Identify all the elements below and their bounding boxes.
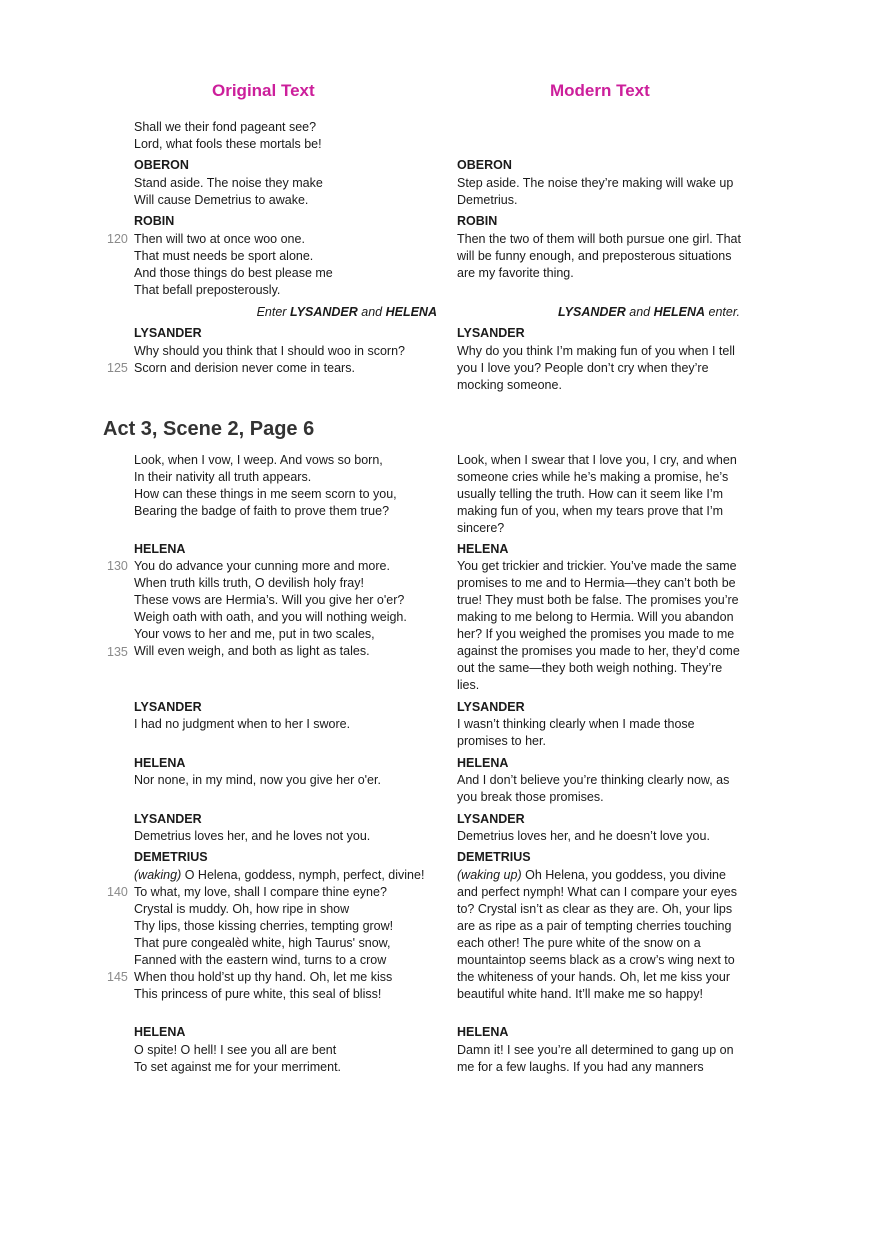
orig-speech	[134, 231, 333, 299]
speaker-label: OBERON	[134, 158, 189, 172]
orig-line: Demetrius loves her, and he loves not you.	[134, 829, 371, 843]
line-number: 125	[107, 361, 128, 375]
orig-line: When truth kills truth, O devilish holy fray!	[134, 576, 364, 590]
stage-character: HELENA	[653, 305, 706, 319]
orig-line: Lord, what fools these mortals be!	[134, 137, 322, 151]
orig-line: Shall we their fond pageant see?	[134, 120, 317, 134]
orig-line: Stand aside. The noise they make	[134, 176, 323, 190]
orig-line: These vows are Hermia’s. Will you give her o'er?	[134, 593, 405, 607]
orig-line: That pure congealèd white, high Taurus' snow,	[134, 936, 391, 950]
stage-direction-modern	[558, 304, 740, 321]
orig-line: Your vows to her and me, put in two scales,	[134, 627, 375, 641]
speaker-label: HELENA	[134, 756, 186, 770]
orig-line: Why should you think that I should woo in scorn?	[134, 344, 405, 358]
modern-speech: Then the two of them will both pursue one girl. That will be funny enough, and preposterous situations are my favorite thing.	[457, 232, 741, 280]
modern-speech: And I don’t believe you’re thinking clearly now, as you break those promises.	[457, 773, 730, 804]
speaker-label: ROBIN	[457, 214, 498, 228]
stage-direction-original	[257, 304, 437, 321]
line-number: 120	[107, 232, 128, 246]
speaker-label: LYSANDER	[134, 812, 202, 826]
orig-line: Look, when I vow, I weep. And vows so born,	[134, 453, 383, 467]
speaker-label: ROBIN	[134, 214, 175, 228]
modern-text-heading: Modern Text	[550, 81, 650, 100]
speaker-label: DEMETRIUS	[457, 850, 531, 864]
orig-line: When thou hold’st up thy hand. Oh, let me kiss	[134, 970, 393, 984]
orig-line: Crystal is muddy. Oh, how ripe in show	[134, 902, 350, 916]
orig-speech	[134, 452, 397, 520]
orig-line: To set against me for your merriment.	[134, 1060, 342, 1074]
modern-speech	[457, 867, 742, 1003]
speaker-label: HELENA	[457, 756, 509, 770]
line-number: 135	[107, 645, 128, 659]
stage-direction-inline: (waking up)	[457, 868, 522, 882]
orig-line: Thy lips, those kissing cherries, tempting grow!	[134, 919, 394, 933]
orig-line: Will cause Demetrius to awake.	[134, 193, 309, 207]
orig-intro-lines	[134, 119, 322, 153]
speaker-label: HELENA	[134, 542, 186, 556]
line-number: 130	[107, 559, 128, 573]
modern-speech: You get trickier and trickier. You’ve made the same promises to me and to Hermia—they can’t both be true! They must both be false. The promises you’re making to me belong to Hermia. Will you abandon her? If you weighed the promises you made to me against the promises you made to her, they’d come out the same—they both weigh nothing. They’re lies.	[457, 559, 740, 692]
stage-text: and	[625, 305, 654, 319]
modern-speech: Why do you think I’m making fun of you when I tell you I love you? People don’t cry when they’re mocking someone.	[457, 344, 735, 392]
line-number: 145	[107, 970, 128, 984]
original-text-heading: Original Text	[212, 81, 315, 100]
orig-line: That befall preposterously.	[134, 283, 281, 297]
stage-text: and	[357, 305, 386, 319]
stage-character: LYSANDER	[557, 305, 626, 319]
orig-line: Then will two at once woo one.	[134, 232, 305, 246]
speaker-label: HELENA	[134, 1025, 186, 1039]
orig-line: Bearing the badge of faith to prove them true?	[134, 504, 390, 518]
orig-line: This princess of pure white, this seal of bliss!	[134, 987, 382, 1001]
modern-speech: Demetrius loves her, and he doesn’t love you.	[457, 829, 710, 843]
speaker-label: HELENA	[457, 1025, 509, 1039]
speaker-label: LYSANDER	[457, 700, 525, 714]
stage-direction-inline: (waking)	[134, 868, 182, 882]
modern-speech: I wasn’t thinking clearly when I made those promises to her.	[457, 717, 695, 748]
orig-line-text: O Helena, goddess, nymph, perfect, divine!	[181, 868, 425, 882]
stage-character: HELENA	[385, 305, 437, 319]
speaker-label: LYSANDER	[134, 700, 202, 714]
stage-text: Enter	[256, 305, 290, 319]
orig-speech	[134, 867, 424, 1003]
orig-line: You do advance your cunning more and more.	[134, 559, 390, 573]
orig-speech	[134, 175, 323, 209]
speaker-label: LYSANDER	[134, 326, 202, 340]
orig-line: How can these things in me seem scorn to you,	[134, 487, 397, 501]
speaker-label: OBERON	[457, 158, 512, 172]
orig-line: I had no judgment when to her I swore.	[134, 717, 351, 731]
orig-line: And those things do best please me	[134, 266, 333, 280]
orig-line: Scorn and derision never come in tears.	[134, 361, 355, 375]
orig-line: In their nativity all truth appears.	[134, 470, 312, 484]
modern-speech: Look, when I swear that I love you, I cry, and when someone cries while he’s making a promise, he’s usually telling the truth. How can it seem like I’m making fun of you, when my tears prove that I’m sincere?	[457, 453, 737, 535]
orig-line: Fanned with the eastern wind, turns to a crow	[134, 953, 387, 967]
orig-speech	[134, 1042, 341, 1076]
page-title: Act 3, Scene 2, Page 6	[103, 418, 315, 440]
orig-line: Weigh oath with oath, and you will nothing weigh.	[134, 610, 407, 624]
orig-line: That must needs be sport alone.	[134, 249, 314, 263]
speaker-label: LYSANDER	[457, 812, 525, 826]
orig-line: Will even weigh, and both as light as tales.	[134, 644, 370, 658]
speaker-label: LYSANDER	[457, 326, 525, 340]
orig-line: O spite! O hell! I see you all are bent	[134, 1043, 337, 1057]
stage-character: LYSANDER	[289, 305, 358, 319]
modern-speech-text: Oh Helena, you goddess, you divine and perfect nymph! What can I compare your eyes to? Crystal isn’t as clear as they are. Oh, your lips are as ripe as a pair of tempting cherries touching each other! The pure white of the snow on a mountaintop seems black as a crow’s wing next to the whiteness of your hands. Oh, let me kiss your beautiful white hand. It’ll make me so happy!	[457, 868, 737, 1001]
orig-speech	[134, 343, 405, 377]
orig-speech	[134, 558, 407, 660]
orig-line	[134, 867, 424, 884]
speaker-label: DEMETRIUS	[134, 850, 208, 864]
orig-line: Nor none, in my mind, now you give her o'er.	[134, 773, 381, 787]
line-number: 140	[107, 885, 128, 899]
speaker-label: HELENA	[457, 542, 509, 556]
modern-speech: Step aside. The noise they’re making will wake up Demetrius.	[457, 176, 734, 207]
orig-line: To what, my love, shall I compare thine eyne?	[134, 885, 387, 899]
modern-speech: Damn it! I see you’re all determined to gang up on me for a few laughs. If you had any manners	[457, 1043, 734, 1074]
stage-text: enter.	[705, 305, 740, 319]
